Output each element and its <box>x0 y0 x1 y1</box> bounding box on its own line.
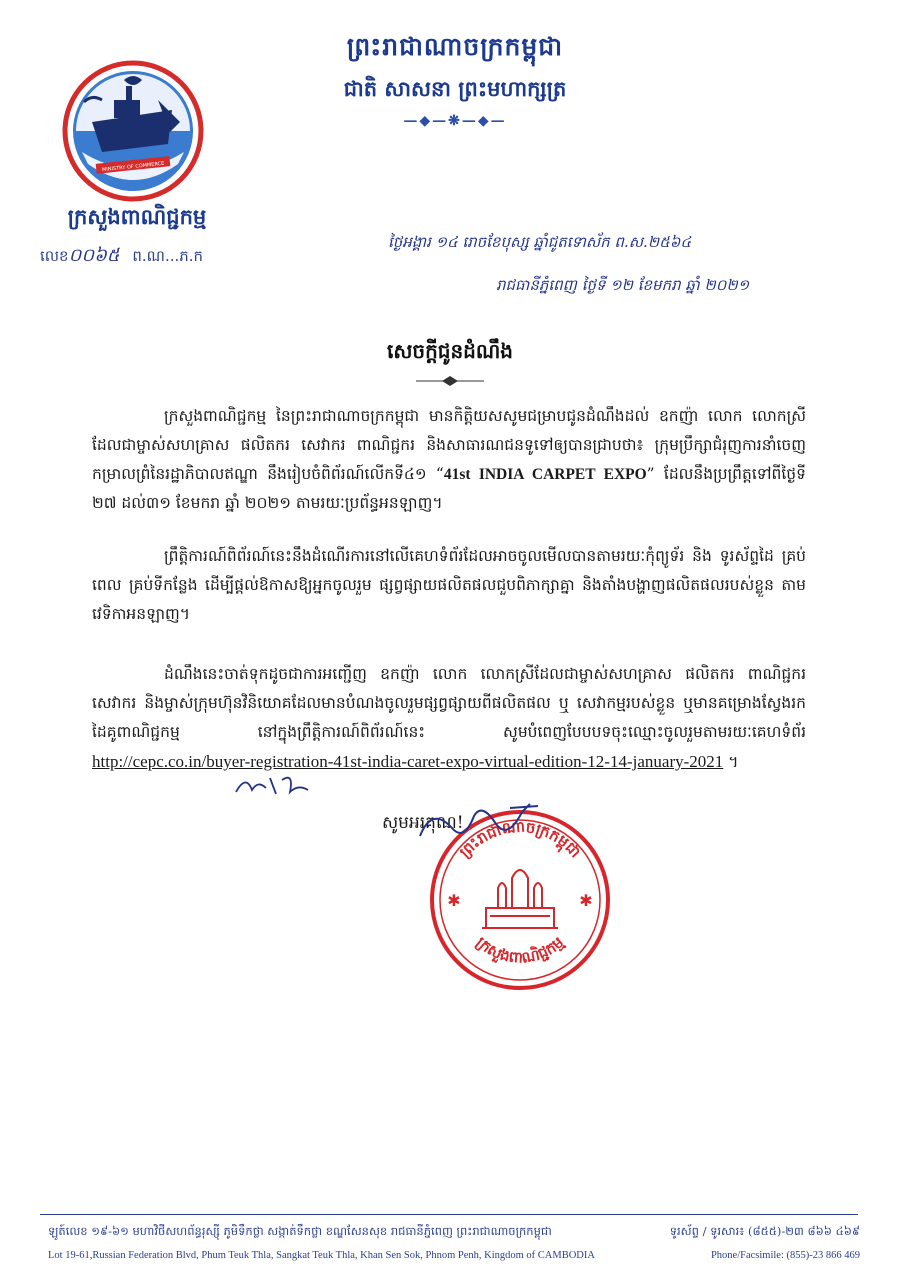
seal-top-text: ព្រះរាជាណាចក្រកម្ពុជា <box>455 817 585 862</box>
paragraph-3-text: ដំណឹងនេះចាត់ទុកដូចជាការអញ្ជើញ ឧកញ៉ា លោក លោកស្រីដែលជាម្ចាស់សហគ្រាស ផលិតករ ពាណិជ្ជករ សេវាករ និងម្ចាស់ក្រុមហ៊ុនវិនិយោគដែលមានបំណងចូលរួមផ្សព្វផ្សាយពីផលិតផល ឬ សេវាកម្មរបស់ខ្លួន ឬមានគម្រោងស្វែងរកដៃគូពាណិជ្ជកម្ម នៅក្នុងព្រឹត្តិការណ៍ពិព័រណ៍នេះ សូមបំពេញបែបបទចុះឈ្មោះចូលរួមតាមរយៈគេហទំព័រ <box>92 665 806 741</box>
footer-english <box>48 1250 860 1261</box>
paragraph-1-text-b: ” ដែលនឹងប្រព្រឹត្តទៅពីថ្ងៃទី ២៧ ដល់៣១ ខែមករា ឆ្នាំ ២០២១ តាមរយៈប្រព័ន្ធអនឡាញ។ <box>92 465 806 512</box>
letterhead-kingdom <box>300 32 610 129</box>
handwritten-signature <box>412 798 552 848</box>
registration-link[interactable]: http://cepc.co.in/buyer-registration-41st-india-caret-expo-virtual-edition-12-14-january-2021 <box>92 752 724 771</box>
seal-bottom-text: ក្រសួងពាណិជ្ជកម្ម <box>472 933 568 967</box>
expo-name: 41st INDIA CARPET EXPO <box>443 466 647 483</box>
footer-khmer <box>48 1224 860 1241</box>
ref-prefix: លេខ <box>40 247 69 265</box>
seal-star-right-icon: ✱ <box>579 891 593 910</box>
solar-date: រាជធានីភ្នំពេញ ថ្ងៃទី ១២ ខែមករា ឆ្នាំ ២០២១ <box>496 276 750 294</box>
footer-divider <box>40 1214 858 1215</box>
svg-text:ក្រសួងពាណិជ្ជកម្ម <box>473 933 568 967</box>
seal-star-left-icon: ✱ <box>447 891 461 910</box>
footer-address-en: Lot 19-61,Russian Federation Blvd, Phum Teuk Thla, Sangkat Teuk Thla, Khan Sen Sok, Phnom Penh, Kingdom of CAMBODIA <box>48 1250 595 1261</box>
reference-number <box>40 243 203 270</box>
paragraph-1 <box>92 402 806 518</box>
ornament-divider-icon: —◆—❋—◆— <box>403 113 507 129</box>
angkor-wat-icon <box>482 870 558 928</box>
lunar-date: ថ្ងៃអង្គារ ១៤ រោចខែបុស្ស ឆ្នាំជូតទោស័ក ព.ស.២៥៦៤ <box>388 233 691 251</box>
paragraph-1-text-a: ក្រសួងពាណិជ្ជកម្ម នៃព្រះរាជាណាចក្រកម្ពុជា មានកិត្តិយសសូមជម្រាបជូនដំណឹងដល់ ឧកញ៉ា លោក លោកស្រី ដែលជាម្ចាស់សហគ្រាស ផលិតករ សេវាករ ពាណិជ្ជករ និងសាធារណជនទូទៅឲ្យបានជ្រាបថា៖ ក្រុមប្រឹក្សាជំរុញការនាំចេញកម្រាលព្រំនៃរដ្ឋាភិបាលឥណ្ឌា នឹងរៀបចំពិព័រណ៍លើកទី៤១ “ <box>92 407 806 483</box>
ref-number: ០០៦៥ <box>68 245 120 266</box>
paragraph-2: ព្រឹត្តិការណ៍ពិព័រណ៍នេះនឹងដំណើរការនៅលើគេហទំព័រដែលអាចចូលមើលបានតាមរយៈកុំព្យូទ័រ និង ទូរស័ព្ទដៃ គ្រប់ពេល គ្រប់ទីកន្លែង ដើម្បីផ្តល់ឱកាសឱ្យអ្នកចូលរួម ផ្សព្វផ្សាយផលិតផលជួបពិភាក្សាគ្នា និងតាំងបង្ហាញផលិតផលរបស់ខ្លួន តាមវេទិកាអនឡាញ។ <box>92 547 806 623</box>
document-title: សេចក្តីជូនដំណឹង <box>387 339 513 363</box>
ref-suffix: ព.ណ...ភ.ក <box>132 247 204 265</box>
paragraph-3 <box>92 660 806 777</box>
ministry-logo <box>62 60 204 202</box>
title-divider-icon <box>412 374 488 388</box>
logo-banner-text: MINISTRY OF COMMERCE <box>101 160 165 174</box>
kingdom-title: ព្រះរាជាណាចក្រកម្ពុជា <box>346 32 564 61</box>
national-motto: ជាតិ សាសនា ព្រះមហាក្សត្រ <box>343 76 567 101</box>
initials-mark-icon <box>232 770 312 800</box>
footer-phone-km: ទូរស័ព្ទ / ទូរសារ៖ (៨៥៥)-២៣ ៨៦៦ ៤៦៩ <box>669 1224 860 1238</box>
paragraph-3-end: ។ <box>723 753 739 771</box>
footer-address-km: ឡូត៍លេខ ១៩-៦១ មហាវិថីសហព័ន្ធរុស្ស៊ី ភូមិទឹកថ្លា សង្កាត់ទឹកថ្លា ខណ្ឌសែនសុខ រាជធានីភ្នំពេញ ព្រះរាជាណាចក្រកម្ពុជា <box>48 1224 552 1238</box>
ministry-name: ក្រសួងពាណិជ្ជកម្ម <box>67 204 207 229</box>
footer-phone-en: Phone/Facsimile: (855)-23 866 469 <box>710 1250 860 1261</box>
closing-text: សូមអរគុណ! <box>382 813 464 833</box>
